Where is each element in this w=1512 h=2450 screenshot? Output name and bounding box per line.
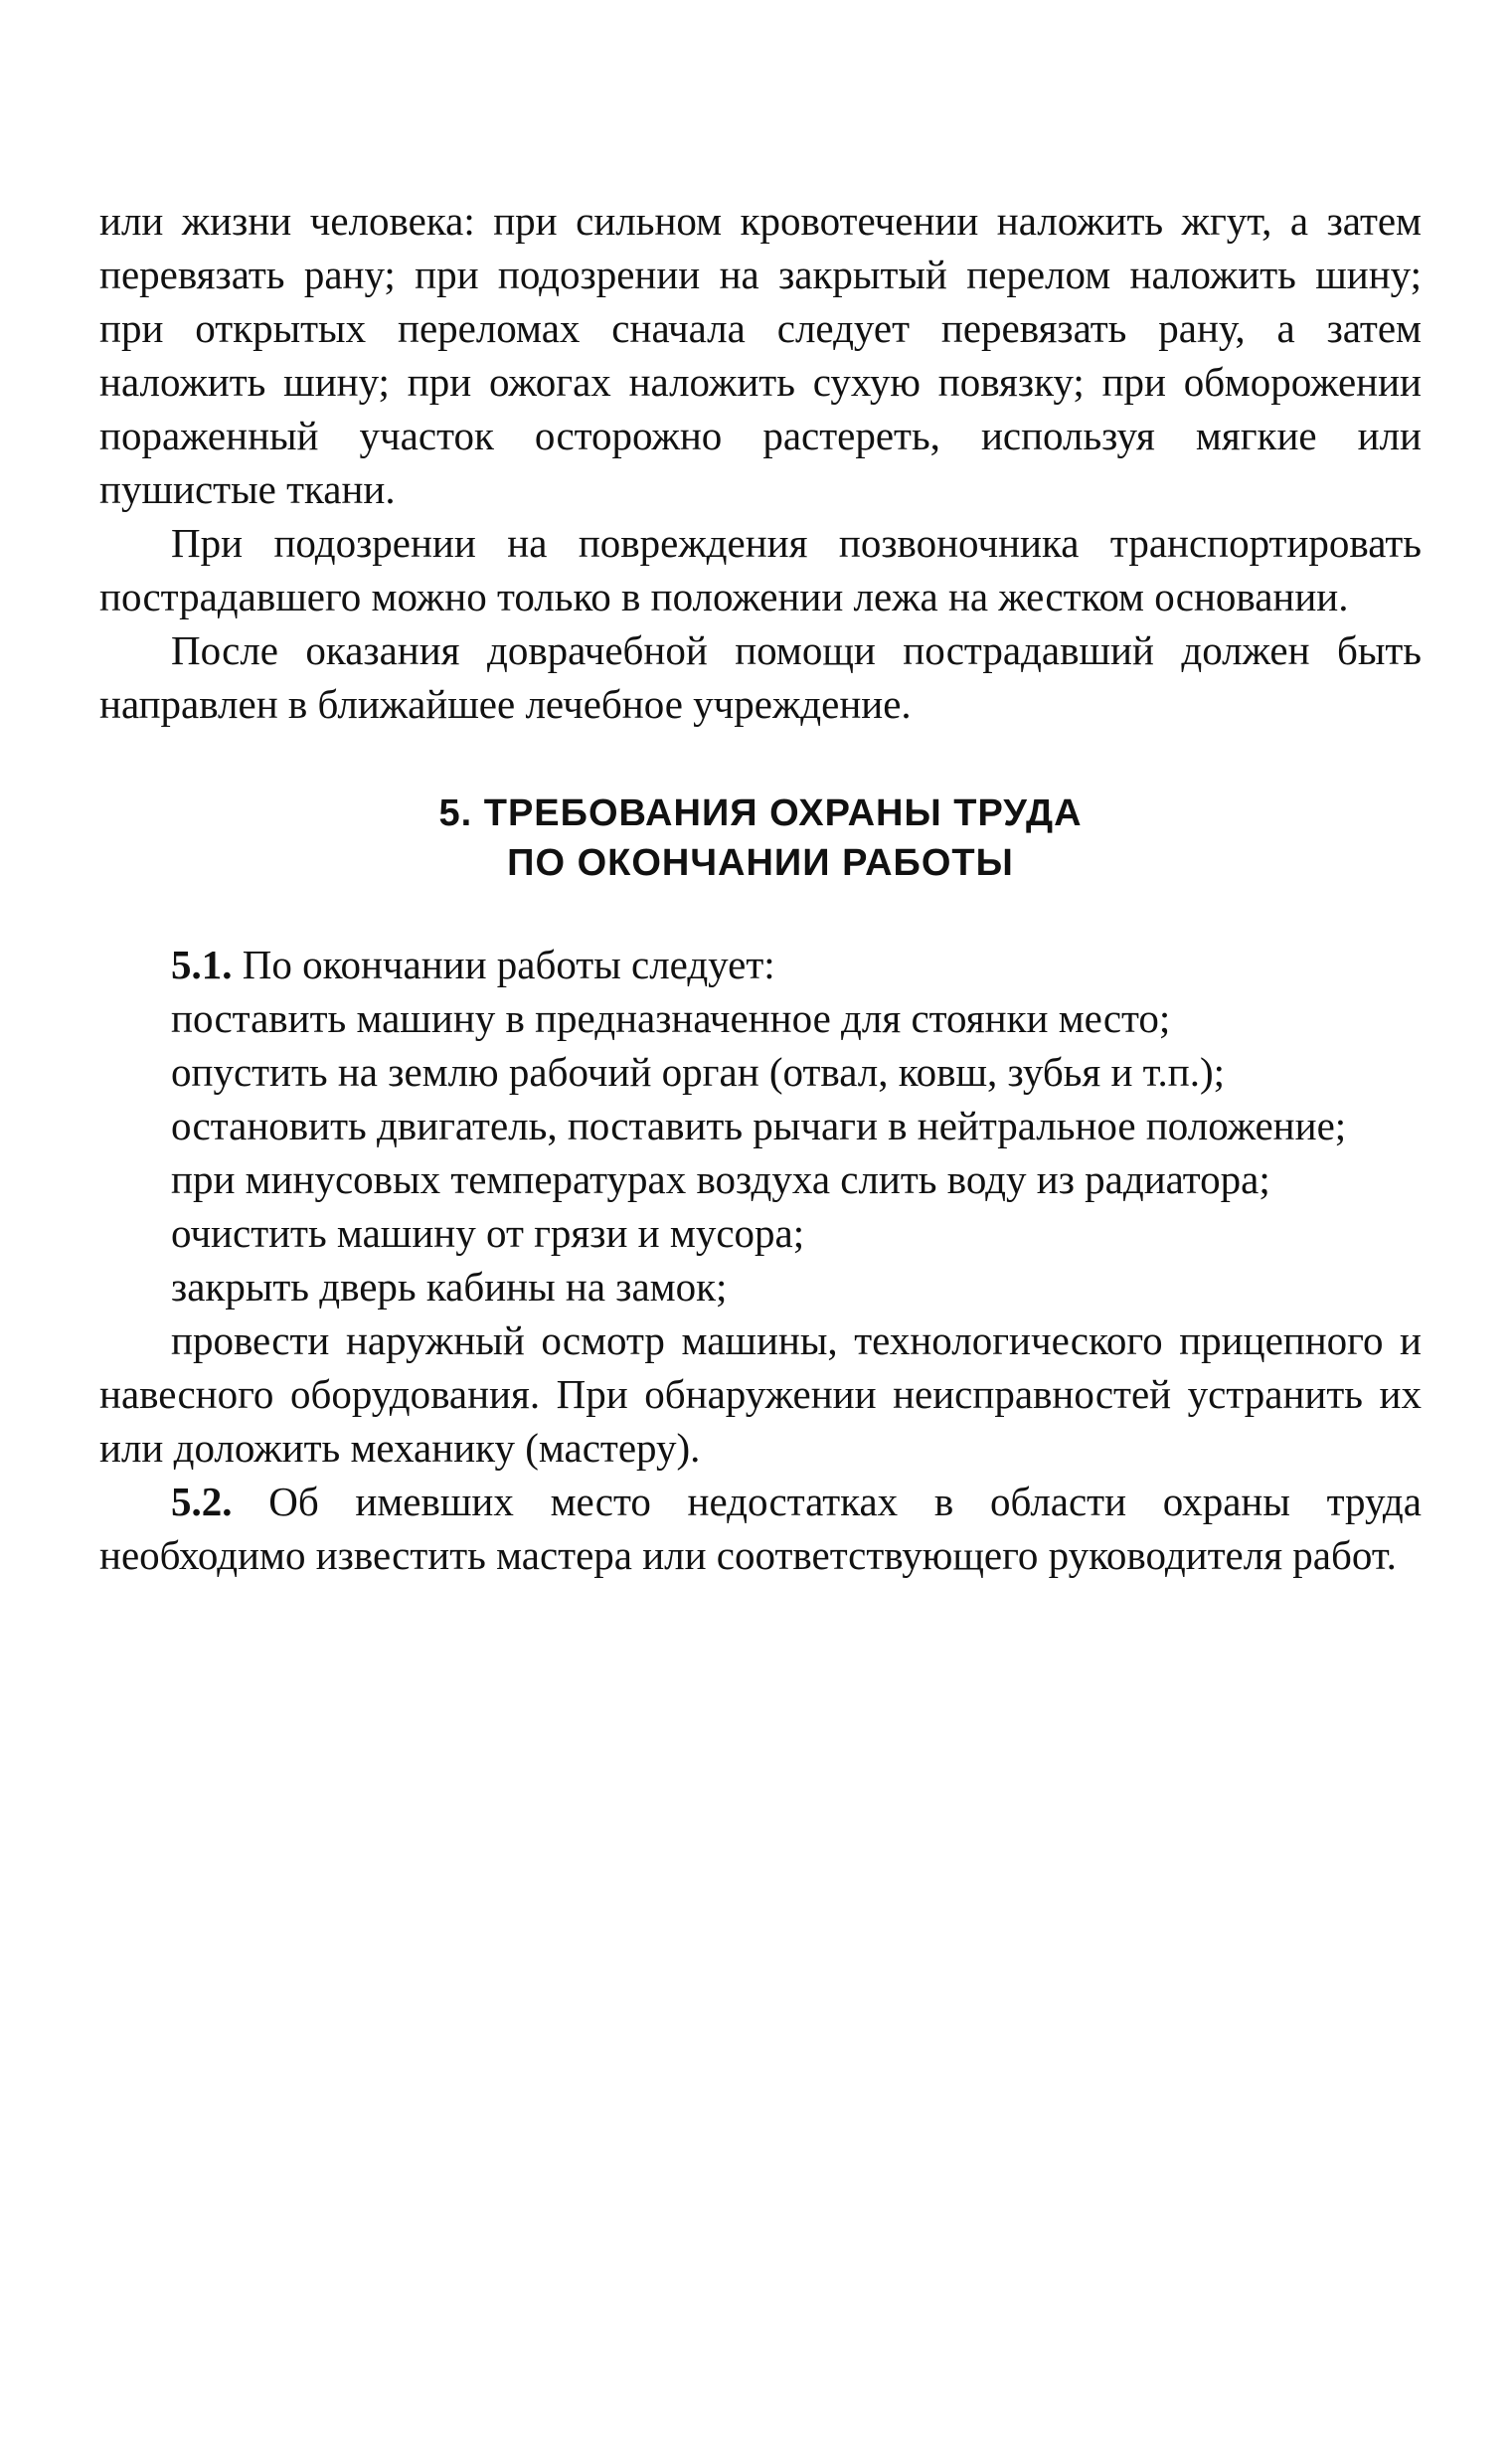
section-heading [99,788,1422,888]
list-item: очистить машину от грязи и мусора; [171,1210,805,1256]
clause-5-1-intro [99,938,1422,991]
list-item: провести наружный осмотр машины, технологического прицепного и навесного оборудования. При обнаружении неисправностей устранить их или доложить механику (мастеру). [99,1317,1422,1471]
document-page [99,194,1422,1582]
list-item: опустить на землю рабочий орган (отвал, ковш, зубья и т.п.); [171,1049,1225,1095]
section-heading-line-2: ПО ОКОНЧАНИИ РАБОТЫ [507,842,1014,884]
paragraph-after-aid: После оказания доврачебной помощи пострадавший должен быть направлен в ближайшее лечебное учреждение. [99,627,1422,727]
list-item: при минусовых температурах воздуха слить воду из радиатора; [171,1156,1270,1202]
list-item: поставить машину в предназначенное для стоянки место; [171,995,1171,1041]
paragraph-spine-injury: При подозрении на повреждения позвоночника транспортировать пострадавшего можно только в положении лежа на жестком основании. [99,520,1422,619]
section-heading-line-1: 5. ТРЕБОВАНИЯ ОХРАНЫ ТРУДА [438,792,1083,834]
clause-5-1-intro-text: По окончании работы следует: [232,942,775,987]
list-item: закрыть дверь кабины на замок; [171,1264,728,1310]
clause-5-2-text: Об имевших место недостатках в области охраны труда необходимо известить мастера или соответствующего руководителя работ. [99,1479,1422,1578]
clause-5-2 [99,1475,1422,1582]
clause-5-2-number: 5.2. [171,1479,233,1524]
clause-5-1-number: 5.1. [171,942,233,987]
paragraph-first-aid: или жизни человека: при сильном кровотечении наложить жгут, а затем перевязать рану; при подозрении на закрытый перелом наложить шину; при открытых переломах сначала следует перевязать рану, а затем наложить шину; при ожогах наложить сухую повязку; при обморожении пораженный участок осторожно растереть, используя мягкие или пушистые ткани. [99,198,1422,512]
list-item: остановить двигатель, поставить рычаги в нейтральное положение; [171,1103,1347,1148]
